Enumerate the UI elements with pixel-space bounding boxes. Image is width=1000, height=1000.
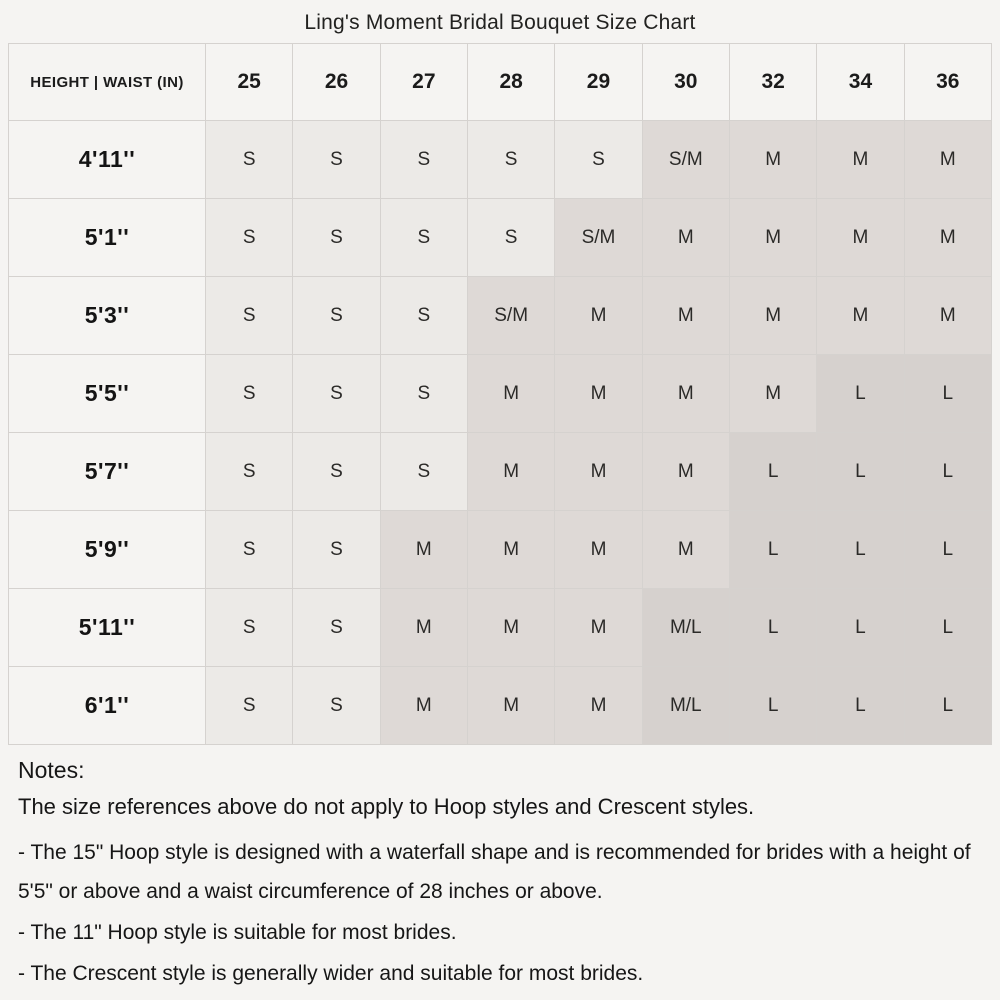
size-cell: L [817, 355, 904, 433]
size-cell: M [380, 667, 467, 745]
size-cell: S [467, 121, 554, 199]
size-cell: L [817, 667, 904, 745]
size-cell: S/M [555, 199, 642, 277]
waist-column-header: 25 [206, 44, 293, 121]
size-cell: S [206, 199, 293, 277]
size-cell: M [467, 355, 554, 433]
size-cell: M [555, 589, 642, 667]
size-cell: M [642, 277, 729, 355]
size-cell: S [380, 121, 467, 199]
size-cell: M [729, 277, 816, 355]
size-cell: M/L [642, 667, 729, 745]
size-cell: M [729, 199, 816, 277]
size-cell: S [293, 589, 380, 667]
size-cell: M [467, 511, 554, 589]
size-cell: M [555, 667, 642, 745]
notes-section [18, 757, 980, 993]
corner-header: HEIGHT | WAIST (IN) [9, 44, 206, 121]
height-label: 5'3'' [9, 277, 206, 355]
size-cell: M [642, 199, 729, 277]
size-cell: S [380, 199, 467, 277]
size-cell: M [380, 511, 467, 589]
note-item-crescent: - The Crescent style is generally wider and suitable for most brides. [18, 961, 644, 985]
table-row [9, 511, 992, 589]
size-cell: S [293, 355, 380, 433]
height-label: 5'9'' [9, 511, 206, 589]
waist-column-header: 36 [904, 44, 991, 121]
size-cell: M [467, 589, 554, 667]
waist-column-header: 32 [729, 44, 816, 121]
size-cell: S [206, 511, 293, 589]
size-cell: S [293, 511, 380, 589]
size-cell: S [206, 667, 293, 745]
size-cell: M [467, 667, 554, 745]
size-cell: M [904, 121, 991, 199]
size-cell: M [642, 511, 729, 589]
size-cell: L [729, 433, 816, 511]
table-row [9, 589, 992, 667]
size-cell: L [904, 355, 991, 433]
size-cell: S [206, 121, 293, 199]
size-cell: L [817, 433, 904, 511]
waist-column-header: 26 [293, 44, 380, 121]
header-row [9, 44, 992, 121]
size-cell: M [642, 433, 729, 511]
size-cell: S/M [467, 277, 554, 355]
size-cell: L [817, 589, 904, 667]
size-cell: L [729, 511, 816, 589]
size-cell: M/L [642, 589, 729, 667]
size-cell: S [293, 199, 380, 277]
size-cell: S [206, 433, 293, 511]
size-cell: M [467, 433, 554, 511]
size-cell: M [555, 355, 642, 433]
size-cell: S [293, 121, 380, 199]
size-chart-table [8, 43, 992, 745]
size-cell: L [729, 589, 816, 667]
size-cell: S/M [642, 121, 729, 199]
height-label: 4'11'' [9, 121, 206, 199]
height-label: 5'5'' [9, 355, 206, 433]
size-cell: M [555, 277, 642, 355]
height-label: 5'7'' [9, 433, 206, 511]
size-cell: L [904, 589, 991, 667]
size-cell: M [729, 355, 816, 433]
size-cell: M [817, 121, 904, 199]
size-cell: M [642, 355, 729, 433]
size-cell: S [293, 667, 380, 745]
size-cell: M [817, 277, 904, 355]
size-cell: S [206, 355, 293, 433]
height-label: 6'1'' [9, 667, 206, 745]
notes-intro: The size references above do not apply to Hoop styles and Crescent styles. [18, 794, 755, 819]
size-cell: S [380, 433, 467, 511]
page-title: Ling's Moment Bridal Bouquet Size Chart [304, 11, 696, 34]
table-row [9, 667, 992, 745]
size-cell: M [817, 199, 904, 277]
size-cell: L [904, 667, 991, 745]
height-label: 5'1'' [9, 199, 206, 277]
size-cell: M [729, 121, 816, 199]
waist-column-header: 29 [555, 44, 642, 121]
size-cell: S [555, 121, 642, 199]
size-cell: L [904, 433, 991, 511]
size-cell: L [904, 511, 991, 589]
note-item-hoop-11: - The 11" Hoop style is suitable for most brides. [18, 920, 457, 944]
notes-heading: Notes: [18, 757, 85, 783]
waist-column-header: 30 [642, 44, 729, 121]
size-cell: M [380, 589, 467, 667]
size-cell: S [293, 277, 380, 355]
table-row [9, 277, 992, 355]
size-cell: S [206, 277, 293, 355]
size-cell: S [380, 277, 467, 355]
size-cell: M [904, 199, 991, 277]
waist-column-header: 28 [467, 44, 554, 121]
size-cell: M [555, 433, 642, 511]
size-cell: S [206, 589, 293, 667]
table-row [9, 355, 992, 433]
size-cell: L [817, 511, 904, 589]
size-cell: L [729, 667, 816, 745]
size-cell: M [555, 511, 642, 589]
size-cell: S [467, 199, 554, 277]
size-cell: S [293, 433, 380, 511]
table-row [9, 433, 992, 511]
height-label: 5'11'' [9, 589, 206, 667]
table-row [9, 121, 992, 199]
waist-column-header: 34 [817, 44, 904, 121]
note-item-hoop-15: - The 15" Hoop style is designed with a waterfall shape and is recommended for brides with a height of 5'5" or above and a waist circumference of 28 inches or above. [18, 841, 971, 903]
waist-column-header: 27 [380, 44, 467, 121]
size-cell: M [904, 277, 991, 355]
table-row [9, 199, 992, 277]
size-cell: S [380, 355, 467, 433]
